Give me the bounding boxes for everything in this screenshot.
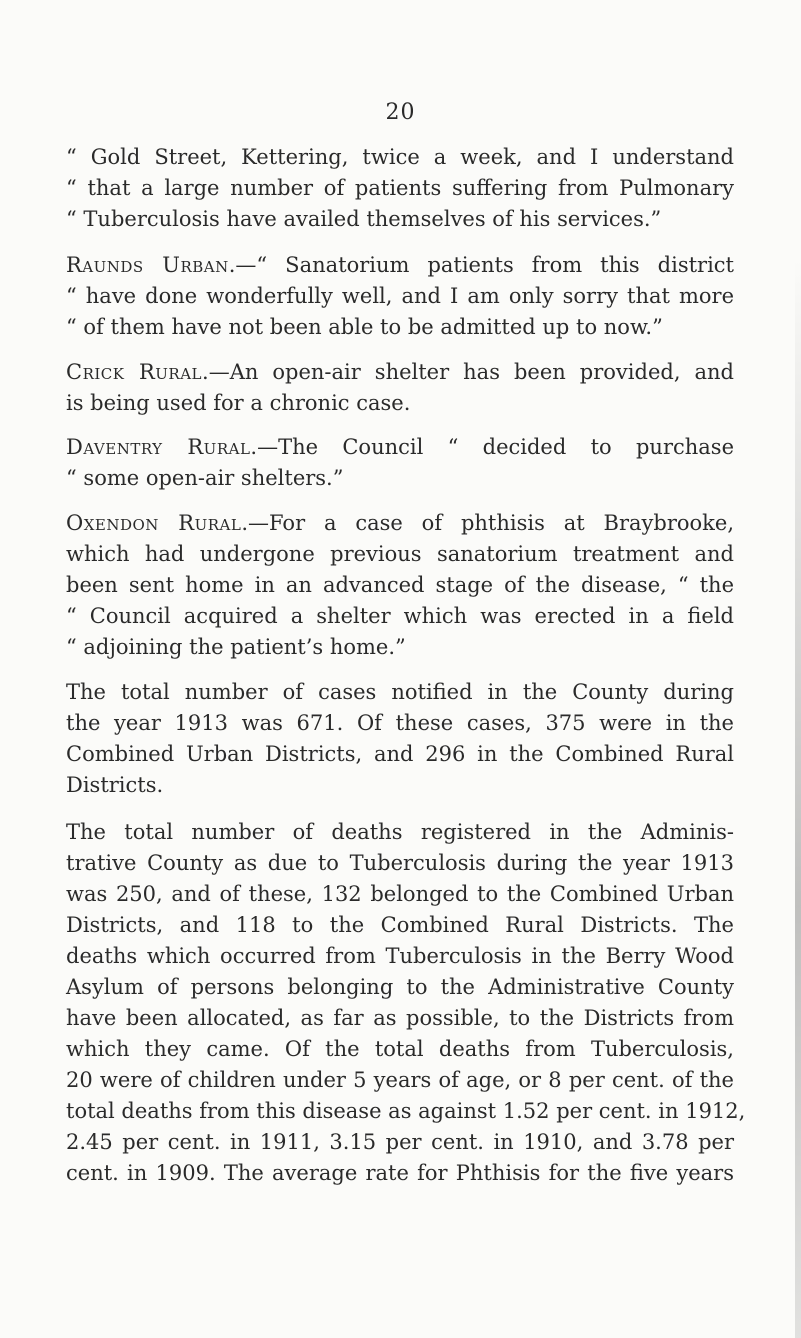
text-line: Districts. [66,773,164,797]
text-line: 20 were of children under 5 years of age, or 8 per cent. of the [66,1068,734,1092]
paragraph-crick-rural [66,357,734,419]
text-line: “ adjoining the patient’s home.” [66,635,406,659]
text-line: “ Gold Street, Kettering, twice a week, and I understand [66,145,734,169]
text-line: the year 1913 was 671. Of these cases, 375 were in the [66,711,734,735]
text-line [66,432,734,463]
text-line: trative County as due to Tuberculosis during the year 1913 [66,851,734,875]
text-fragment: .—For a case of phthisis at Braybrooke, [241,511,734,535]
text-line: was 250, and of these, 132 belonged to the Combined Urban [66,882,734,906]
text-line: 2.45 per cent. in 1911, 3.15 per cent. in 1910, and 3.78 per [66,1130,734,1154]
text-line: which they came. Of the total deaths from Tuberculosis, [66,1037,734,1061]
text-line: been sent home in an advanced stage of the disease, “ the [66,573,734,597]
paragraph-raunds-urban [66,250,734,343]
text-line: “ some open-air shelters.” [66,466,344,490]
text-line: “ Tuberculosis have availed themselves of his services.” [66,207,662,231]
district-heading: Raunds Urban [66,253,229,277]
page-edge-shadow [795,260,801,1338]
text-line: Combined Urban Districts, and 296 in the Combined Rural [66,742,734,766]
paragraph-cases-notified [66,677,734,801]
paragraph-oxendon-rural [66,508,734,663]
text-fragment: .—“ Sanatorium patients from this district [228,253,734,277]
text-line: The total number of cases notified in the County during [66,680,734,704]
text-line [66,357,734,388]
page-number: 20 [385,100,416,125]
paragraph-gold-street [66,142,734,235]
paragraph-daventry-rural [66,432,734,494]
text-line: “ Council acquired a shelter which was erected in a field [66,604,734,628]
text-line: have been allocated, as far as possible, to the Districts from [66,1006,734,1030]
text-line [66,250,734,281]
text-line: cent. in 1909. The average rate for Phthisis for the five years [66,1161,734,1185]
text-line: is being used for a chronic case. [66,391,411,415]
text-line: “ that a large number of patients suffering from Pulmonary [66,176,734,200]
district-heading: Oxendon Rural [66,511,242,535]
paragraph-deaths-registered [66,817,746,1189]
district-heading: Daventry Rural [66,435,251,459]
text-line [66,508,734,539]
text-line: which had undergone previous sanatorium treatment and [66,542,734,566]
text-line: Asylum of persons belonging to the Administrative County [66,975,734,999]
text-line: “ of them have not been able to be admitted up to now.” [66,315,663,339]
text-line: Districts, and 118 to the Combined Rural Districts. The [66,913,734,937]
text-line: deaths which occurred from Tuberculosis in the Berry Wood [66,944,734,968]
text-line: total deaths from this disease as against 1.52 per cent. in 1912, [66,1099,746,1123]
text-fragment: .—An open-air shelter has been provided, and [202,360,734,384]
text-line: “ have done wonderfully well, and I am only sorry that more [66,284,734,308]
district-heading: Crick Rural [66,360,203,384]
text-fragment: .—The Council “ decided to purchase [250,435,734,459]
text-line: The total number of deaths registered in the Adminis- [66,820,734,844]
